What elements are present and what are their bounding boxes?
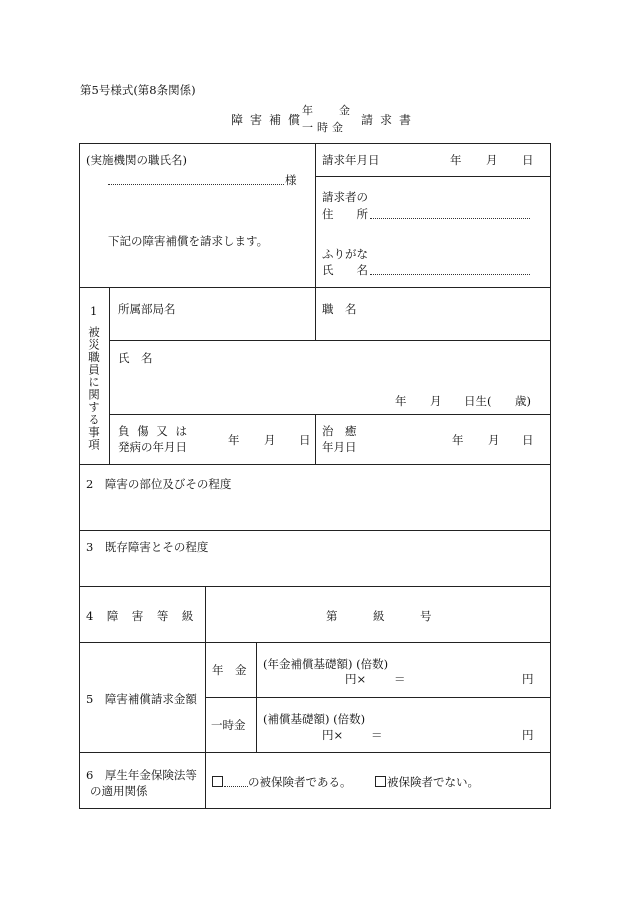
claimant-label: 請求者の [322, 190, 368, 204]
title-nen: 年 [302, 104, 313, 117]
not-insured-option[interactable] [375, 774, 479, 790]
claim-date-month: 月 [486, 153, 498, 167]
insured-option-text: の被保険者である。 [248, 775, 352, 789]
sec4-label: 4 障 害 等 級 [86, 609, 195, 623]
dept-label: 所属部局名 [118, 302, 176, 316]
lump-formula-label: (補償基礎額) (倍数) [263, 712, 366, 726]
victim-name-label: 氏 名 [118, 351, 153, 365]
furigana-label: ふりがな [322, 247, 368, 261]
age-suffix: 歳) [515, 394, 531, 408]
birth-day: 日生( [464, 394, 492, 408]
sama-suffix: 様 [285, 173, 297, 187]
title-left: 障害補償 [231, 113, 308, 127]
lump-calc-yen: 円× [322, 728, 344, 742]
sec2-label: 2 障害の部位及びその程度 [86, 477, 232, 491]
claimant-address-field[interactable] [370, 218, 530, 219]
not-insured-checkbox[interactable] [375, 776, 386, 787]
sec6-label-1: 6 厚生年金保険法等 [86, 768, 197, 782]
claimant-name-label: 氏 名 [322, 263, 368, 277]
claim-date-year: 年 [450, 153, 462, 167]
form-number: 第5号様式(第8条関係) [80, 83, 196, 97]
sec6-label-2: の適用関係 [90, 784, 148, 798]
pension-calc-yen: 円× [345, 672, 367, 686]
agency-label: (実施機関の職氏名) [86, 153, 187, 167]
title-ichijikin: 一時金 [302, 121, 347, 134]
lump-result-yen: 円 [522, 728, 534, 742]
injury-month: 月 [264, 433, 276, 447]
claimant-address-label: 住 所 [322, 207, 368, 221]
position-label: 職 名 [322, 302, 357, 316]
sec5-label: 5 障害補償請求金額 [86, 692, 197, 706]
sec1-vertical-title: 被災職員に関する事項 [87, 326, 101, 451]
insured-checkbox[interactable] [212, 776, 223, 787]
claim-date-label: 請求年月日 [322, 153, 380, 167]
title-kin: 金 [339, 104, 350, 117]
claim-date-day: 日 [522, 153, 534, 167]
birth-month: 月 [430, 394, 442, 408]
pension-label: 年 金 [212, 663, 247, 677]
insured-option[interactable] [212, 774, 352, 790]
injury-label-2: 発病の年月日 [118, 440, 187, 454]
grade-go: 号 [420, 609, 432, 623]
lump-calc-eq: ＝ [371, 728, 383, 742]
injury-day: 日 [299, 433, 311, 447]
grade-kyu: 級 [373, 609, 385, 623]
pension-calc-eq: ＝ [394, 672, 406, 686]
pension-formula-label: (年金補償基礎額) (倍数) [263, 657, 389, 671]
lump-label: 一時金 [211, 718, 246, 732]
claimant-name-field[interactable] [370, 274, 530, 275]
heal-label-2: 年月日 [322, 440, 357, 454]
injury-label-1: 負 傷 又 は [118, 424, 189, 438]
heal-month: 月 [488, 433, 500, 447]
sec3-label: 3 既存障害とその程度 [86, 540, 209, 554]
heal-day: 日 [522, 433, 534, 447]
insurance-type-field[interactable] [224, 777, 248, 787]
grade-dai: 第 [326, 609, 338, 623]
injury-year: 年 [228, 433, 240, 447]
pension-result-yen: 円 [522, 672, 534, 686]
request-text: 下記の障害補償を請求します。 [108, 234, 269, 248]
title-right: 請求書 [361, 113, 419, 127]
birth-year: 年 [395, 394, 407, 408]
agency-name-field[interactable] [108, 184, 284, 185]
sec1-number: 1 [90, 304, 98, 318]
heal-year: 年 [452, 433, 464, 447]
not-insured-option-text: 被保険者でない。 [387, 775, 479, 789]
heal-label-1: 治 癒 [322, 424, 357, 438]
